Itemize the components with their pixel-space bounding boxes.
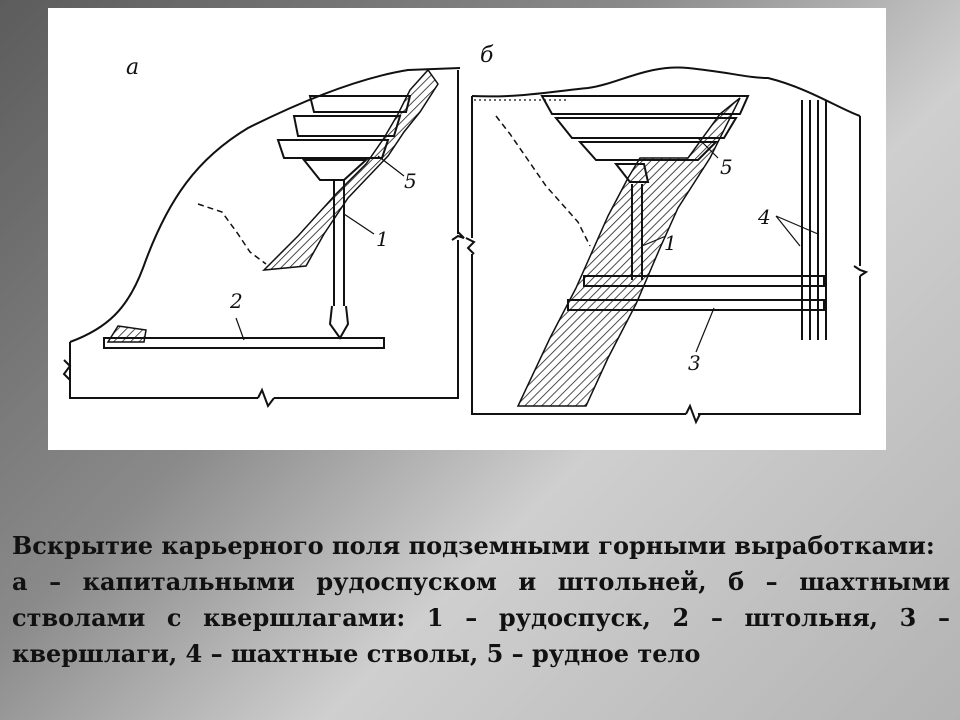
panel-b-break-left bbox=[466, 238, 474, 254]
panel-a-leader-2 bbox=[236, 318, 244, 340]
panel-a-leader-5 bbox=[378, 156, 404, 176]
panel-b-callout-4: 4 bbox=[758, 205, 771, 229]
caption-title: Вскрытие карьерного поля подземными горными выработками: bbox=[12, 531, 935, 560]
panel-a bbox=[64, 68, 464, 406]
panel-a-ore-pass-bottom bbox=[330, 306, 348, 338]
panel-b-bottom-boundary bbox=[698, 276, 860, 414]
panel-a-ore-lower-tail bbox=[108, 326, 146, 342]
panel-b-callout-1: 1 bbox=[664, 231, 677, 255]
panel-b-break-right bbox=[854, 266, 866, 276]
panel-a-pit-bench-2 bbox=[294, 116, 400, 136]
panel-b-leader-4 bbox=[776, 216, 818, 246]
panel-a-pit-bench-1 bbox=[310, 96, 410, 112]
panel-b-callout-3: 3 bbox=[688, 351, 701, 375]
caption-body: а – капитальными рудоспуском и штольней, б – шахтными стволами с квершлагами: 1 – рудоспуск, 2 – штольня, 3 – квершлаги, 4 – шахтные стволы, 5 – рудное тело bbox=[12, 567, 950, 668]
panel-a-callout-2: 2 bbox=[230, 289, 243, 313]
panel-b-callout-5: 5 bbox=[720, 155, 733, 179]
panel-b-break-bottom bbox=[686, 406, 700, 422]
panel-b-ore-contour-dashed bbox=[496, 116, 590, 246]
panel-b-ore-body bbox=[518, 98, 740, 406]
panel-b-label: б bbox=[480, 43, 494, 68]
panel-a-break-bottom bbox=[258, 390, 274, 406]
mining-diagram bbox=[48, 8, 886, 450]
panel-b-leader-3 bbox=[696, 308, 714, 352]
panel-a-ore-contour-dashed bbox=[198, 204, 266, 264]
panel-a-callout-1: 1 bbox=[376, 227, 389, 251]
panel-a-label: a bbox=[126, 55, 140, 80]
panel-b-shaft-1 bbox=[802, 100, 810, 340]
panel-a-break-right bbox=[452, 232, 464, 240]
panel-a-callout-5: 5 bbox=[404, 169, 417, 193]
caption bbox=[12, 528, 950, 672]
panel-b-pit-bench-1 bbox=[542, 96, 748, 114]
panel-a-left-boundary bbox=[70, 342, 258, 398]
figure-panel bbox=[48, 8, 886, 450]
panel-a-leader-1 bbox=[344, 214, 374, 234]
